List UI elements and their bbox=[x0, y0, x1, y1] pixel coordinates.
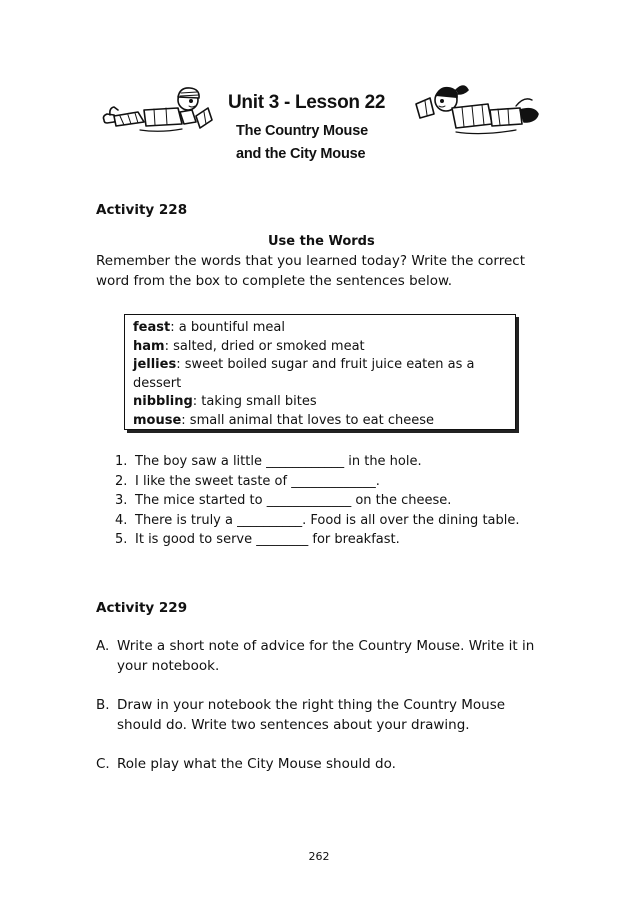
activity-228-heading: Activity 228 bbox=[96, 202, 188, 218]
task-item bbox=[96, 754, 548, 774]
word-definition: : taking small bites bbox=[192, 394, 317, 409]
boy-reading-illustration bbox=[100, 86, 215, 142]
sentence-number: 2. bbox=[115, 473, 128, 489]
sentence-text: The boy saw a little ____________ in the hole. bbox=[135, 454, 422, 469]
word-entry bbox=[133, 319, 507, 338]
activity-229-tasks bbox=[96, 636, 548, 793]
task-text: Draw in your notebook the right thing the Country Mouse should do. Write two sentences about your drawing. bbox=[117, 697, 506, 733]
word-entry bbox=[133, 393, 507, 412]
activity-229-heading: Activity 229 bbox=[96, 600, 188, 616]
word-term: mouse bbox=[133, 412, 182, 428]
sentence-text: It is good to serve ________ for breakfast. bbox=[135, 532, 400, 547]
sentence-item bbox=[115, 452, 535, 472]
word-entry bbox=[133, 338, 507, 357]
task-item bbox=[96, 695, 548, 735]
word-term: feast bbox=[133, 320, 171, 335]
sentence-text: I like the sweet taste of _____________. bbox=[135, 473, 380, 489]
word-box bbox=[124, 314, 516, 430]
sentence-item bbox=[115, 530, 535, 550]
word-entry bbox=[133, 356, 507, 393]
fill-in-sentences bbox=[115, 452, 535, 550]
lesson-title: Unit 3 - Lesson 22 bbox=[228, 92, 386, 113]
task-text: Write a short note of advice for the Country Mouse. Write it in your notebook. bbox=[117, 638, 535, 674]
section-title: Use the Words bbox=[268, 234, 375, 249]
task-letter: C. bbox=[96, 756, 110, 772]
task-text: Role play what the City Mouse should do. bbox=[117, 756, 396, 772]
word-definition: : small animal that loves to eat cheese bbox=[181, 412, 434, 428]
sentence-item bbox=[115, 491, 535, 511]
task-item bbox=[96, 636, 548, 676]
sentence-text: The mice started to _____________ on the cheese. bbox=[135, 493, 452, 508]
story-title-line1: The Country Mouse bbox=[236, 123, 368, 139]
sentence-number: 5. bbox=[115, 532, 128, 547]
word-definition: : salted, dried or smoked meat bbox=[164, 338, 365, 354]
word-term: nibbling bbox=[133, 394, 193, 409]
word-entry bbox=[133, 412, 507, 431]
activity-instructions: Remember the words that you learned today? Write the correct word from the box to complete the sentences below. bbox=[96, 253, 526, 289]
girl-reading-illustration bbox=[412, 84, 542, 144]
word-definition: : a bountiful meal bbox=[170, 320, 286, 335]
sentence-number: 4. bbox=[115, 512, 128, 528]
sentence-text: There is truly a __________. Food is all over the dining table. bbox=[135, 512, 520, 528]
task-letter: B. bbox=[96, 697, 110, 713]
sentence-number: 1. bbox=[115, 454, 128, 469]
word-term: ham bbox=[133, 338, 165, 354]
story-title-line2: and the City Mouse bbox=[236, 146, 366, 162]
word-definition: : sweet boiled sugar and fruit juice eaten as a dessert bbox=[133, 357, 475, 391]
word-term: jellies bbox=[133, 357, 177, 372]
sentence-item bbox=[115, 472, 535, 492]
task-letter: A. bbox=[96, 638, 110, 654]
sentence-item bbox=[115, 511, 535, 531]
page-number: 262 bbox=[308, 850, 330, 863]
sentence-number: 3. bbox=[115, 493, 128, 508]
